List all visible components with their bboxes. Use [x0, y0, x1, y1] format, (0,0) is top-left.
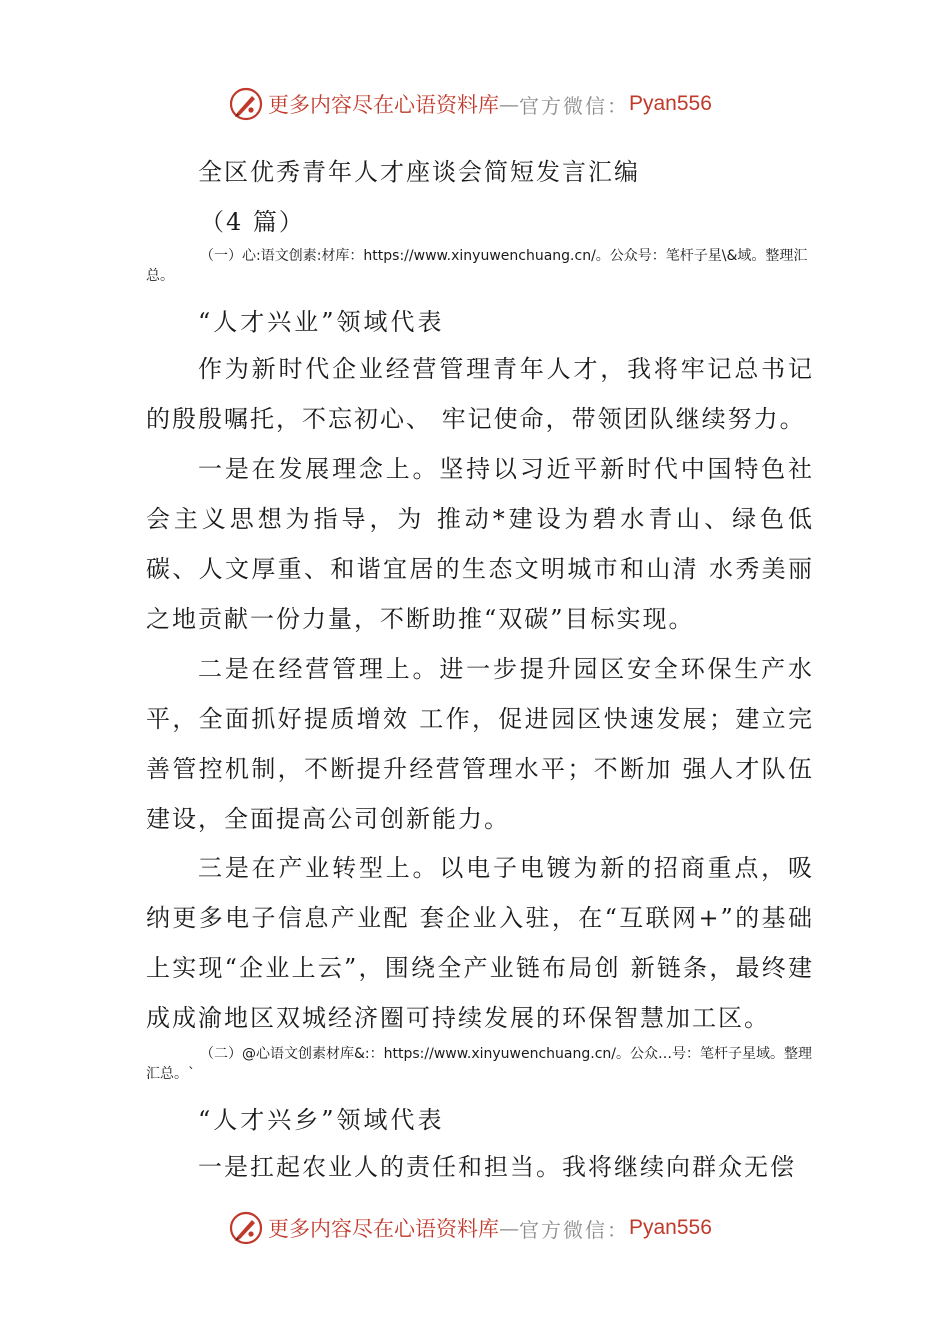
banner-wechat-id: Pyan556: [629, 92, 712, 115]
paragraph: 二是在经营管理上。进一步提升园区安全环保生产水平，全面抓好提质增效 工作，促进园区快速发展；建立完善管控机制，不断提升经营管理水平；不断加 强人才队伍建设，全面提高公司创新能力。: [146, 655, 814, 833]
footer-banner: [228, 1208, 712, 1248]
banner-separator: —: [499, 92, 519, 116]
banner-label: 官方微信：: [519, 1217, 629, 1242]
document-subtitle: （4 篇）: [200, 208, 305, 236]
banner-wechat-id: Pyan556: [629, 1216, 712, 1239]
paragraph: 三是在产业转型上。以电子电镀为新的招商重点，吸纳更多电子信息产业配 套企业入驻，在“互联网+”的基础上实现“企业上云”，围绕全产业链布局创 新链条，最终建成成渝地区双城经济圈可持续发展的环保智慧加工区。: [146, 854, 814, 1032]
document-title: 全区优秀青年人才座谈会简短发言汇编: [198, 158, 640, 186]
banner-main-text: 更多内容尽在心语资料库: [268, 1217, 499, 1241]
banner-main-text: 更多内容尽在心语资料库: [268, 93, 499, 117]
paragraph: 一是在发展理念上。坚持以习近平新时代中国特色社会主义思想为指导，为 推动*建设为碧水青山、绿色低碳、人文厚重、和谐宜居的生态文明城市和山清 水秀美丽之地贡献一份力量，不断助推“双碳”目标实现。: [146, 455, 814, 633]
header-banner: [228, 84, 712, 124]
pen-logo-icon: [228, 86, 264, 122]
section-heading: “人才兴乡”领域代表: [198, 1106, 445, 1134]
banner-label: 官方微信：: [519, 93, 629, 118]
paragraph: 一是扛起农业人的责任和担当。我将继续向群众无偿: [198, 1153, 796, 1181]
pen-logo-icon: [228, 1210, 264, 1246]
banner-separator: —: [499, 1216, 519, 1240]
section-heading: “人才兴业”领域代表: [198, 308, 445, 336]
source-note: （一）心:语文创素:材库：https://www.xinyuwenchuang.cn/。公众号：笔杆子星\&域。整理汇总。: [146, 248, 808, 284]
paragraph: 作为新时代企业经营管理青年人才，我将牢记总书记的殷殷嘱托，不忘初心、 牢记使命，带领团队继续努力。: [146, 355, 814, 433]
source-note: （二）@心语文创素材库&:：https://www.xinyuwenchuang.cn/。公众…号：笔杆子星域。整理汇总。`: [146, 1046, 812, 1082]
